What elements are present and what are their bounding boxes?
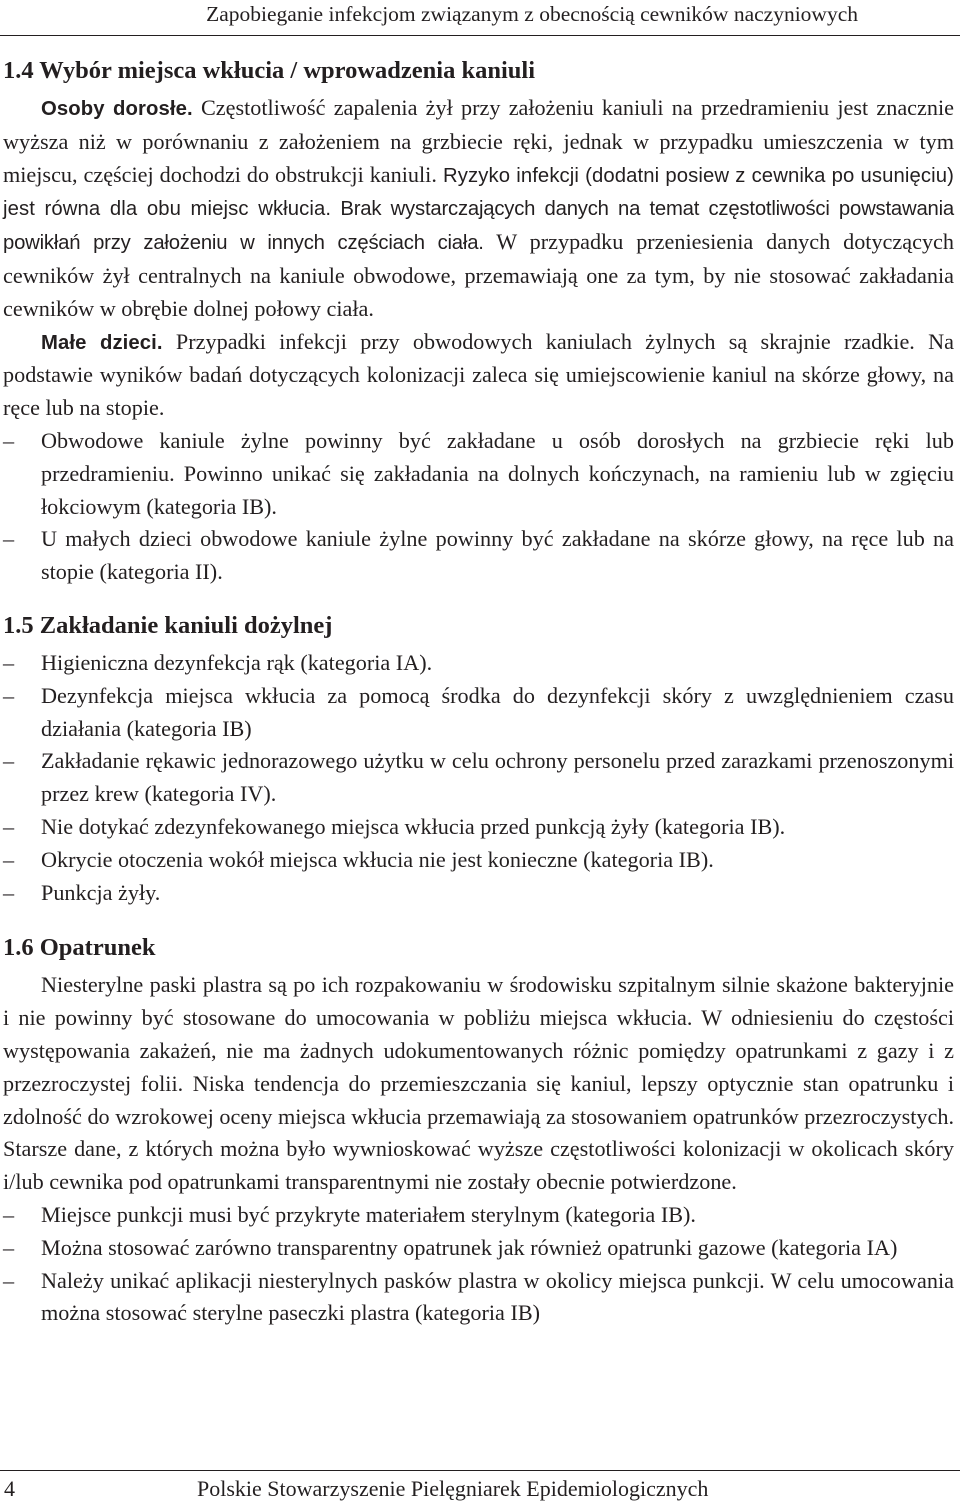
- section-1-6-list: [3, 1199, 954, 1330]
- dressing-paragraph: Niesterylne paski plastra są po ich rozpakowaniu w środowisku szpitalnym silnie skażone bakteryjnie i nie powinny być stosowane do umocowania w pobliżu miejsca wkłucia. W odniesieniu do częstości występowania zakażeń, nie ma żadnych udokumentowanych różnic pomiędzy opatrunkami z gazy i z przezroczystej folii. Niska tendencja do przemieszczania się kaniul, lepszy optycznie stan opatrunku i zdolność do wzrokowej oceny miejsca wkłucia przemawiają za stosowaniem opatrunków przezroczystych. Starsze dane, z których można było wywnioskować wyższe częstotliwości kolonizacji w okolicach skóry i/lub cewnika pod opatrunkami transparentnymi nie zostały obecnie potwierdzone.: [3, 972, 954, 1195]
- section-heading-1-4: 1.4 Wybór miejsca wkłucia / wprowadzenia kaniuli: [3, 57, 536, 84]
- list-item: [3, 745, 954, 811]
- list-item-text: Obwodowe kaniule żylne powinny być zakładane u osób dorosłych na grzbiecie ręki lub przedramieniu. Powinno unikać się zakładania na dolnych kończynach, na ramieniu lub w zgięciu łokciowym (kategoria IB).: [41, 427, 954, 519]
- list-item: [3, 877, 954, 910]
- list-item: [3, 425, 954, 523]
- list-item: [3, 523, 954, 589]
- children-paragraph: [3, 326, 954, 425]
- list-item: [3, 1199, 954, 1232]
- list-item-text: Higieniczna dezynfekcja rąk (kategoria IA).: [41, 649, 433, 675]
- list-item: [3, 647, 954, 680]
- page-footer: [0, 1470, 960, 1506]
- dash-bullet: –: [3, 1267, 15, 1293]
- dash-bullet: –: [3, 1234, 15, 1260]
- adults-text-c: Brak wystarczających danych na temat częstotliwości powstawania powikłań przy założeniu w innych częściach ciała.: [3, 198, 954, 255]
- dash-bullet: –: [3, 813, 15, 839]
- list-item-text: Zakładanie rękawic jednorazowego użytku w celu ochrony personelu przed zarazkami przenoszonymi przez krew (kategoria IV).: [41, 748, 954, 807]
- list-item-text: Miejsce punkcji musi być przykryte materiałem sterylnym (kategoria IB).: [41, 1201, 696, 1227]
- dash-bullet: –: [3, 526, 15, 552]
- list-item-text: Okrycie otoczenia wokół miejsca wkłucia nie jest konieczne (kategoria IB).: [41, 846, 714, 872]
- running-title: Zapobieganie infekcjom związanym z obecnością cewników naczyniowych: [206, 2, 858, 26]
- adults-text-b: Ryzyko infekcji (dodatni posiew z cewnika po usunięciu) jest równa dla obu miejsc wkłucia.: [3, 164, 954, 221]
- children-lead: Małe dzieci.: [41, 331, 163, 354]
- section-1-4-list: [3, 425, 954, 589]
- list-item-text: Punkcja żyły.: [41, 879, 161, 905]
- list-item-text: Dezynfekcja miejsca wkłucia za pomocą środka do dezynfekcji skóry z uwzględnieniem czasu działania (kategoria IB): [41, 682, 954, 741]
- page-number: 4: [4, 1476, 15, 1501]
- children-text-b: Na podstawie wyników badań dotyczących kolonizacji zaleca się umiejscowienie kaniul na skórze głowy, na ręce lub na stopie.: [3, 328, 955, 421]
- dash-bullet: –: [3, 879, 15, 905]
- footer-organization: Polskie Stowarzyszenie Pielęgniarek Epidemiologicznych: [197, 1476, 709, 1501]
- list-item-text: U małych dzieci obwodowe kaniule żylne powinny być zakładane na skórze głowy, na ręce lub na stopie (kategoria II).: [41, 526, 954, 585]
- dash-bullet: –: [3, 682, 15, 708]
- adults-paragraph: [3, 92, 954, 326]
- list-item-text: Należy unikać aplikacji niesterylnych pasków plastra w okolicy miejsca punkcji. W celu umocowania można stosować sterylne paseczki plastra (kategoria IB): [41, 1267, 954, 1326]
- dash-bullet: –: [3, 748, 15, 774]
- list-item: [3, 1265, 954, 1331]
- list-item-text: Nie dotykać zdezynfekowanego miejsca wkłucia przed punkcją żyły (kategoria IB).: [41, 813, 786, 839]
- section-heading-1-5: 1.5 Zakładanie kaniuli dożylnej: [3, 611, 333, 639]
- list-item: [3, 844, 954, 877]
- dash-bullet: –: [3, 649, 15, 675]
- list-item: [3, 1232, 954, 1265]
- list-item: [3, 680, 954, 746]
- section-heading-1-6: 1.6 Opatrunek: [3, 934, 156, 962]
- dash-bullet: –: [3, 427, 15, 453]
- running-header: [0, 0, 960, 36]
- adults-text-d: W przypadku przeniesienia danych dotyczących cewników żył centralnych na kaniule obwodowe, przemawiają one za tym, by nie stosować zakładania cewników w obrębie dolnej połowy ciała.: [3, 229, 954, 321]
- adults-lead: Osoby dorosłe.: [41, 98, 193, 120]
- dash-bullet: –: [3, 846, 15, 872]
- adults-text-a: Częstotliwość zapalenia żył przy założeniu kaniuli na przedramieniu jest znacznie wyższa niż w porównaniu z założeniem na grzbiecie ręki, jednak w przypadku umieszczenia w tym miejscu, częściej dochodzi do obstrukcji kaniuli.: [3, 95, 954, 187]
- dash-bullet: –: [3, 1201, 15, 1227]
- page-content: [3, 54, 954, 1330]
- section-1-5-list: [3, 647, 954, 909]
- list-item-text: Można stosować zarówno transparentny opatrunek jak również opatrunki gazowe (kategoria IA): [41, 1234, 898, 1260]
- list-item: [3, 811, 954, 844]
- children-text-a: Przypadki infekcji przy obwodowych kaniulach żylnych są skrajnie rzadkie.: [162, 328, 915, 354]
